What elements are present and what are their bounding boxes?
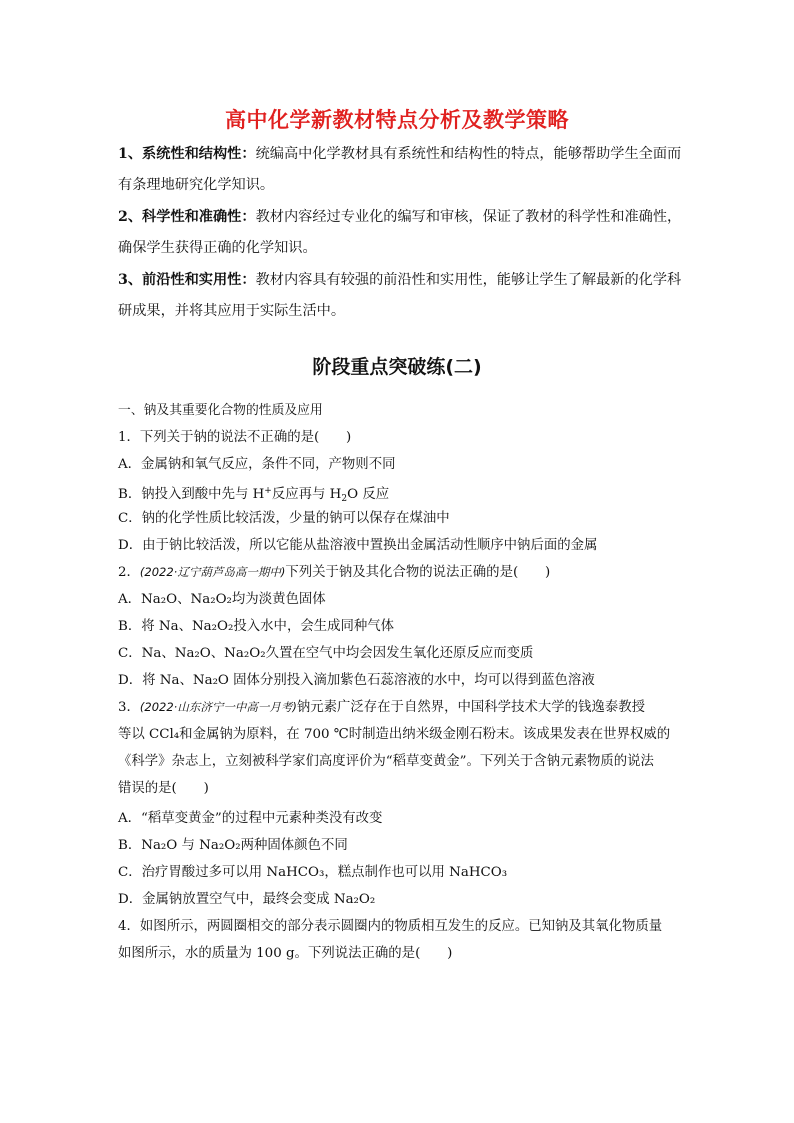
feature-lead: 1、系统性和结构性：: [118, 146, 256, 162]
q2-option-c: C．Na、Na₂O、Na₂O₂久置在空气中均会因发生氧化还原反应而变质: [118, 646, 534, 661]
q1-stem: 1．下列关于钠的说法不正确的是( ): [118, 430, 352, 445]
feature-text-cont: 研成果，并将其应用于实际生活中。: [118, 303, 346, 319]
q3-option-c: C．治疗胃酸过多可以用 NaHCO₃，糕点制作也可以用 NaHCO₃: [118, 865, 508, 880]
q2-option-b: B．将 Na、Na₂O₂投入水中，会生成同种气体: [118, 619, 395, 634]
feature-text: 统编高中化学教材具有系统性和结构性的特点，能够帮助学生全面而: [255, 146, 682, 162]
exercise-title: 阶段重点突破练(二): [312, 356, 482, 378]
q3-option-a: A．“稻草变黄金”的过程中元素种类没有改变: [118, 811, 383, 826]
q2-option-d: D．将 Na、Na₂O 固体分别投入滴加紫色石蕊溶液的水中，均可以得到蓝色溶液: [118, 673, 595, 688]
q1-b-part2: 反应再与 H: [271, 487, 342, 502]
q3-stem-line3: 《科学》杂志上，立刻被科学家们高度评价为“稻草变黄金”。下列关于含钠元素物质的说法: [118, 754, 654, 769]
feature-paragraph-1: [118, 139, 684, 201]
q1-option-d: D．由于钠比较活泼，所以它能从盐溶液中置换出金属活动性顺序中钠后面的金属: [118, 538, 598, 553]
feature-text-cont: 有条理地研究化学知识。: [118, 177, 275, 193]
feature-text: 教材内容具有较强的前沿性和实用性，能够让学生了解最新的化学科: [255, 272, 682, 288]
feature-paragraph-2: [118, 202, 684, 264]
feature-text: 教材内容经过专业化的编写和审核，保证了教材的科学性和准确性，: [255, 209, 682, 225]
q3-option-d: D．金属钠放置空气中，最终会变成 Na₂O₂: [118, 892, 376, 907]
q2-number: 2．: [118, 565, 140, 580]
q3-stem: [118, 694, 688, 721]
q2-stem-text: 下列关于钠及其化合物的说法正确的是( ): [285, 565, 551, 580]
page-title: 高中化学新教材特点分析及教学策略: [225, 108, 569, 132]
q2-source: (2022·辽宁葫芦岛高一期中): [139, 565, 286, 579]
q1-b-sup: +: [264, 486, 272, 496]
section-heading: 一、钠及其重要化合物的性质及应用: [118, 403, 323, 418]
q1-option-c: C．钠的化学性质比较活泼，少量的钠可以保存在煤油中: [118, 511, 450, 526]
q3-number: 3．: [118, 700, 140, 715]
q1-b-part3: O 反应: [347, 487, 390, 502]
q1-option-a: A．金属钠和氧气反应，条件不同，产物则不同: [118, 457, 396, 472]
q3-stem-line2: 等以 CCl₄和金属钠为原料，在 700 ℃时制造出纳米级金刚石粉末。该成果发表在世界权威的: [118, 727, 671, 742]
q3-option-b: B．Na₂O 与 Na₂O₂两种固体颜色不同: [118, 838, 348, 853]
q2-option-a: A．Na₂O、Na₂O₂均为淡黄色固体: [118, 592, 326, 607]
feature-text-cont: 确保学生获得正确的化学知识。: [118, 240, 317, 256]
feature-lead: 2、科学性和准确性：: [118, 209, 256, 225]
q3-source: (2022·山东济宁一中高一月考): [139, 700, 297, 714]
q3-stem-line4: 错误的是( ): [118, 781, 209, 796]
q4-stem-line2: 如图所示，水的质量为 100 g。下列说法正确的是( ): [118, 946, 453, 961]
q1-b-sub: 2: [341, 494, 348, 504]
q4-stem: 4．如图所示，两圆圈相交的部分表示圆圈内的物质相互发生的反应。已知钠及其氧化物质量: [118, 919, 663, 934]
feature-lead: 3、前沿性和实用性：: [118, 272, 256, 288]
q3-stem-text: 钠元素广泛存在于自然界，中国科学技术大学的钱逸泰教授: [296, 700, 645, 715]
q2-stem: [118, 559, 688, 586]
feature-paragraph-3: [118, 265, 684, 327]
q1-b-part1: B．钠投入到酸中先与 H: [118, 487, 265, 502]
